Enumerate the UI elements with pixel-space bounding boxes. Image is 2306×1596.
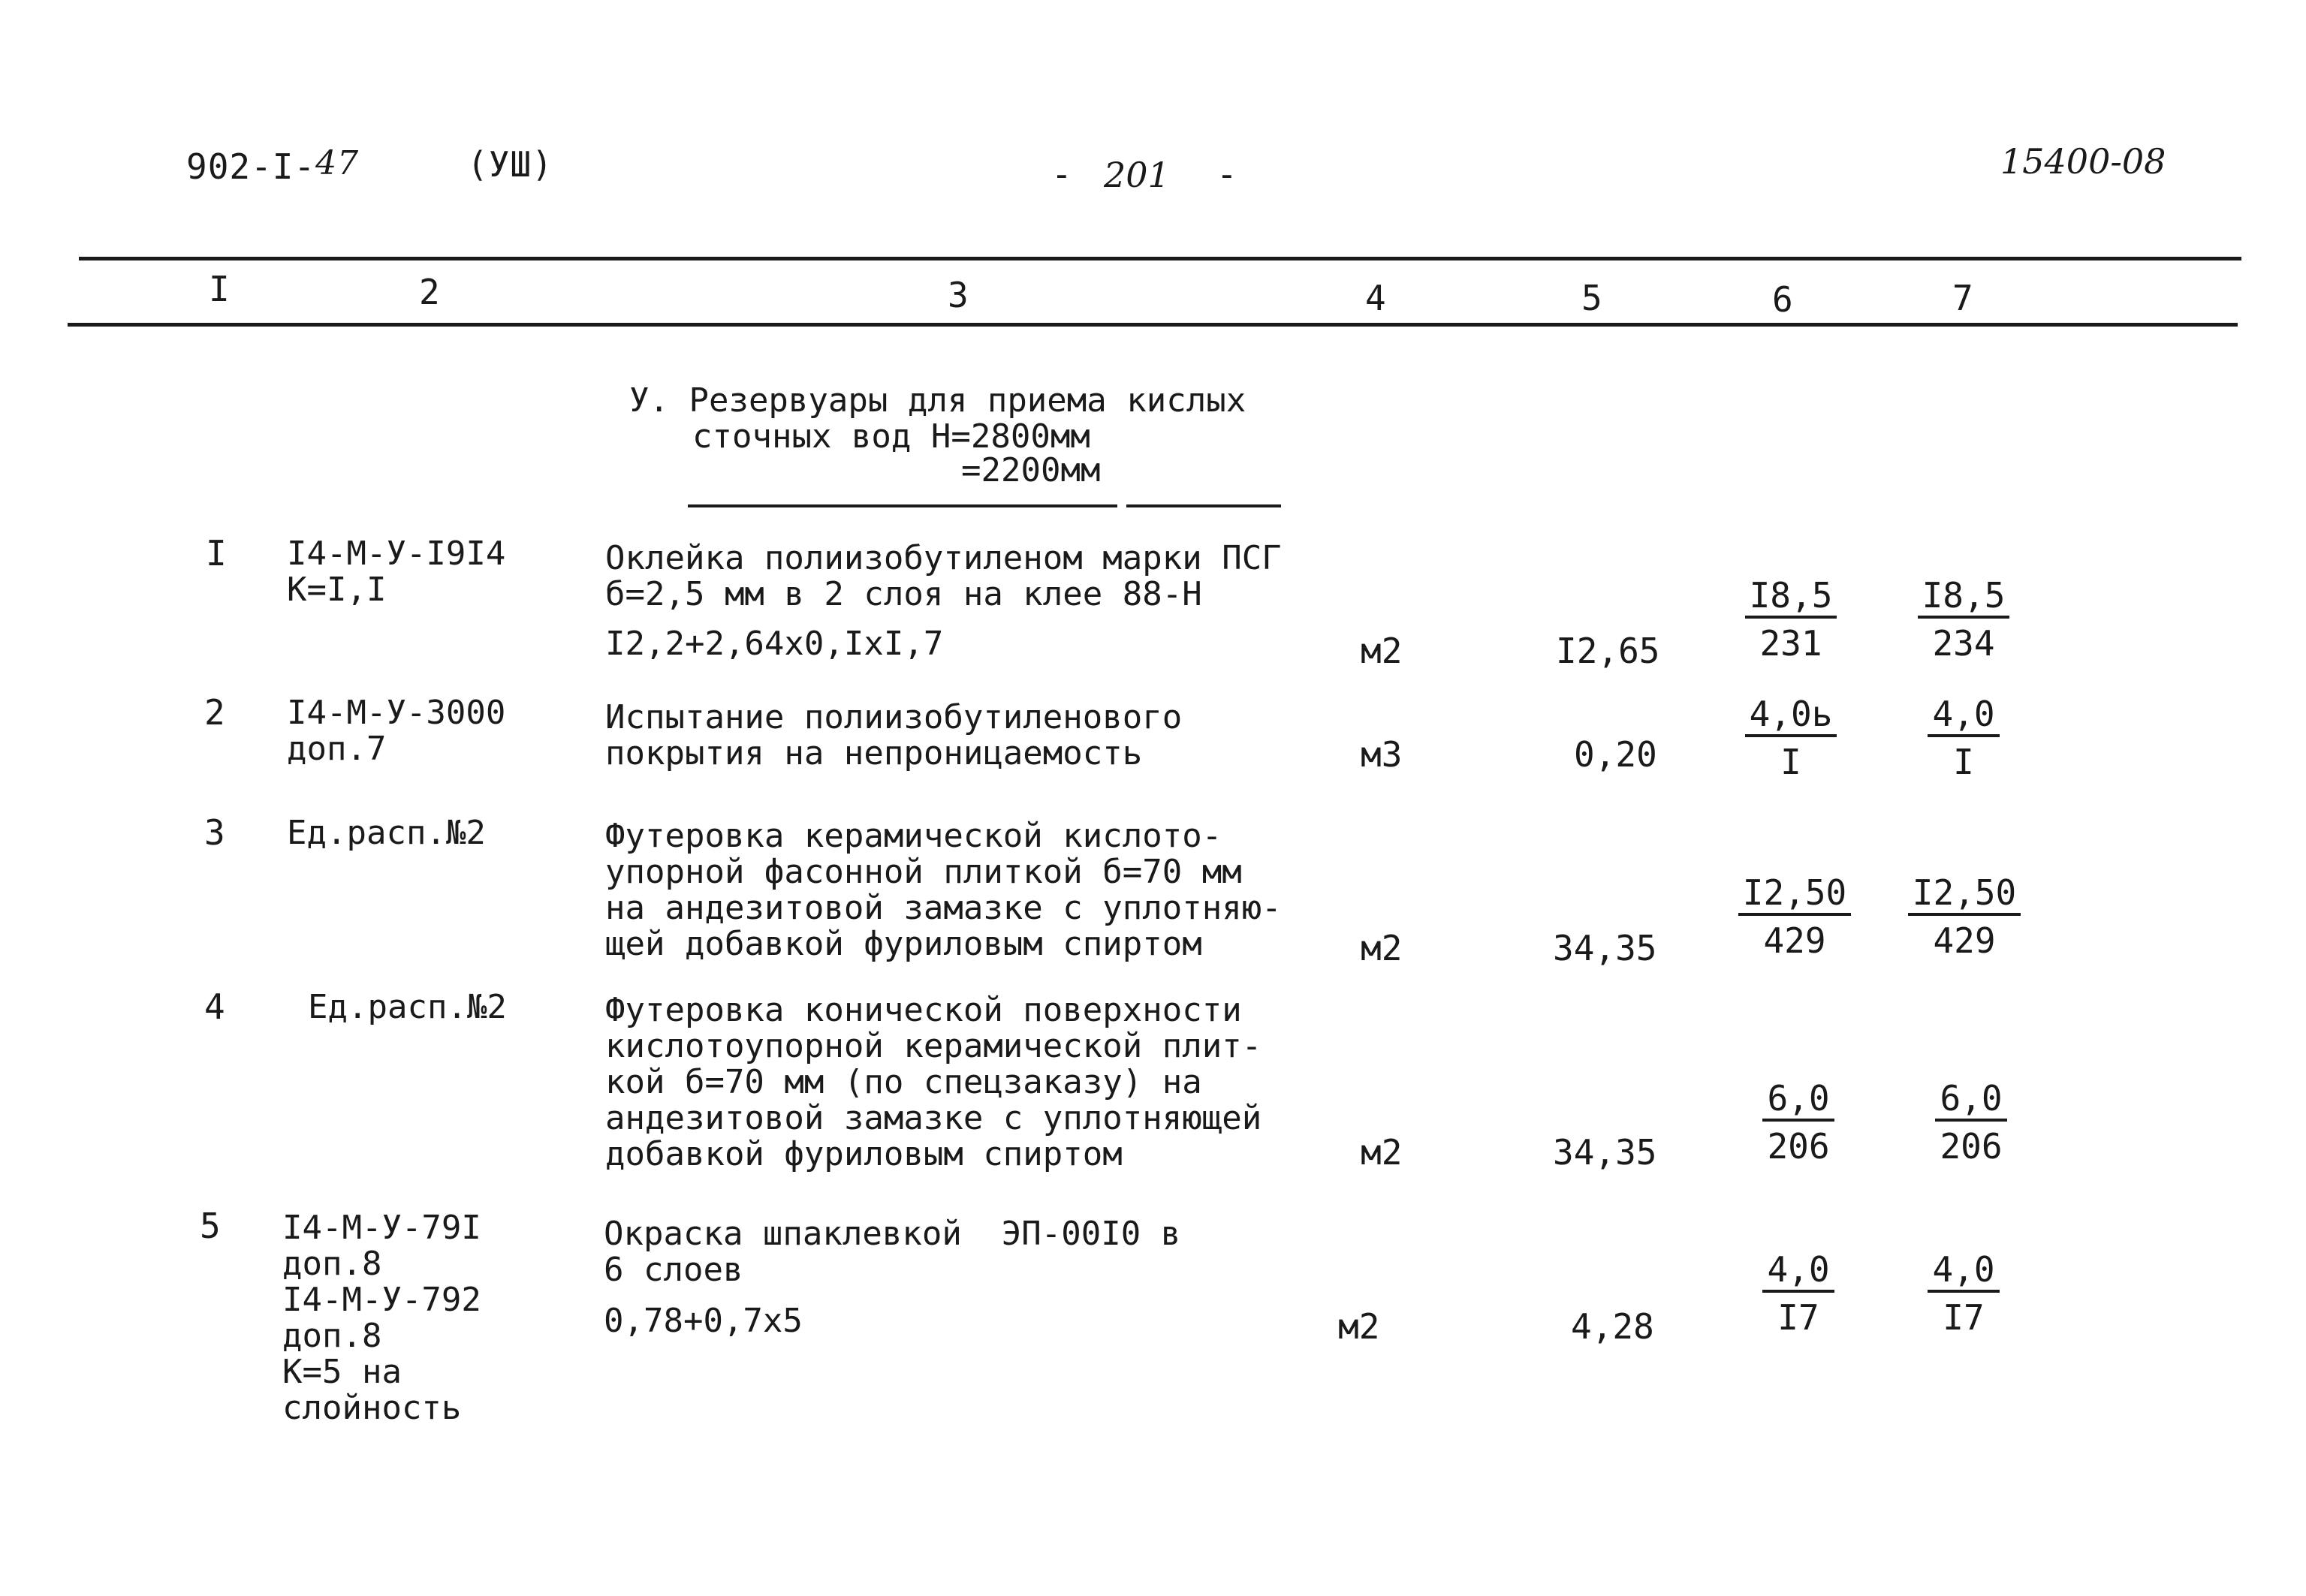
sheet-code: 15400-08 (2000, 141, 2166, 182)
row-1-formula: I2,2+2,64x0,IxI,7 (605, 625, 944, 663)
row-5-col7-fraction (1915, 1251, 2012, 1336)
column-number-7: 7 (1952, 278, 1973, 318)
column-number-5: 5 (1581, 278, 1602, 318)
row-4-code: Ед.расп.№2 (308, 988, 507, 1026)
row-2-code: I4-М-У-3000 доп.7 (287, 694, 506, 768)
column-number-3: 3 (948, 275, 969, 315)
row-1-description: Оклейка полиизобутиленом марки ПСГ б=2,5 мм в 2 слоя на клее 88-Н (605, 539, 1282, 613)
row-1-col6-top: I8,5 (1745, 577, 1837, 619)
row-4-col6-bottom: 206 (1767, 1126, 1830, 1167)
row-3-col6-bottom: 429 (1763, 920, 1826, 961)
row-3-col7-fraction (1904, 874, 2024, 959)
row-2-number: 2 (204, 692, 225, 733)
row-5-col7-bottom: I7 (1943, 1297, 1985, 1338)
row-1-col6-fraction (1735, 577, 1847, 662)
row-4-number: 4 (204, 986, 225, 1027)
document-code-printed: 902-I- (186, 146, 316, 187)
row-4-col6-top: 6,0 (1762, 1080, 1834, 1122)
row-1-number: I (206, 533, 227, 574)
row-5-number: 5 (200, 1206, 221, 1246)
row-2-description: Испытание полиизобутиленового покрытия на непроницаемость (605, 698, 1183, 772)
section-title-line1: У. Резервуары для приема кислых (629, 381, 1246, 420)
row-1-quantity: I2,65 (1556, 631, 1660, 671)
row-2-unit: м3 (1361, 734, 1403, 775)
row-1-col7-bottom: 234 (1932, 623, 1995, 664)
column-number-6: 6 (1772, 279, 1793, 320)
row-2-col7-top: 4,0 (1928, 695, 1999, 737)
row-5-code: I4-М-У-79I доп.8 I4-М-У-792 доп.8 К=5 на слойность (282, 1209, 481, 1427)
row-5-col6-bottom: I7 (1777, 1297, 1819, 1338)
column-number-1: I (209, 269, 230, 309)
volume-label: (УШ) (467, 144, 553, 185)
row-3-col7-bottom: 429 (1933, 920, 1996, 961)
table-header-bottom-rule (68, 323, 2238, 327)
row-1-unit: м2 (1361, 631, 1403, 671)
section-title-line2: сточных вод Н=2800мм (692, 417, 1090, 456)
page-dash-right: - (1216, 154, 1238, 194)
row-3-col7-top: I2,50 (1908, 874, 2021, 916)
row-3-number: 3 (204, 812, 225, 853)
row-5-quantity: 4,28 (1571, 1306, 1654, 1347)
row-5-unit: м2 (1338, 1306, 1380, 1347)
row-2-col7-bottom: I (1953, 742, 1974, 782)
row-4-col7-top: 6,0 (1935, 1080, 2006, 1122)
row-5-description: Окраска шпаклевкой ЭП-00I0 в 6 слоев (604, 1215, 1181, 1289)
row-3-code: Ед.расп.№2 (287, 814, 486, 852)
table-top-rule (79, 257, 2241, 260)
row-2-col7-fraction (1907, 695, 2020, 781)
row-4-quantity: 34,35 (1553, 1132, 1657, 1173)
row-2-col6-fraction (1735, 695, 1847, 781)
row-2-col6-top: 4,0ь (1745, 695, 1837, 737)
column-number-4: 4 (1365, 278, 1386, 318)
page-number: 201 (1104, 155, 1170, 195)
section-underline-right (1126, 504, 1281, 507)
row-3-col6-top: I2,50 (1738, 874, 1851, 916)
row-5-col6-top: 4,0 (1762, 1251, 1834, 1293)
row-4-col6-fraction (1742, 1080, 1855, 1165)
row-2-quantity: 0,20 (1574, 734, 1657, 775)
row-3-unit: м2 (1361, 928, 1403, 968)
row-1-col7-top: I8,5 (1918, 577, 2010, 619)
row-3-description: Футеровка керамической кислото- упорной фасонной плиткой б=70 мм на андезитовой замазке с уплотняю- щей добавкой фуриловым спиртом (605, 817, 1282, 963)
row-1-code: I4-М-У-I9I4 К=I,I (287, 535, 506, 609)
row-4-unit: м2 (1361, 1132, 1403, 1173)
row-3-quantity: 34,35 (1553, 928, 1657, 968)
row-4-description: Футеровка конической поверхности кислотоупорной керамической плит- кой б=70 мм (по спецзаказу) на андезитовой замазке с уплотняющей добавкой фуриловым спиртом (605, 991, 1262, 1173)
row-3-col6-fraction (1735, 874, 1855, 959)
document-code (186, 144, 359, 187)
row-4-col7-fraction (1915, 1080, 2027, 1165)
row-4-col7-bottom: 206 (1940, 1126, 2003, 1167)
section-underline-left (688, 504, 1117, 507)
document-code-handwritten: 47 (315, 144, 360, 182)
row-2-col6-bottom: I (1780, 742, 1801, 782)
page-dash-left: - (1051, 154, 1073, 194)
column-number-2: 2 (419, 272, 440, 312)
section-title-line3: =2200мм (961, 451, 1101, 489)
row-5-formula: 0,78+0,7x5 (604, 1302, 803, 1340)
row-1-col6-bottom: 231 (1759, 623, 1822, 664)
row-1-col7-fraction (1907, 577, 2020, 662)
row-5-col7-top: 4,0 (1928, 1251, 1999, 1293)
row-5-col6-fraction (1750, 1251, 1847, 1336)
